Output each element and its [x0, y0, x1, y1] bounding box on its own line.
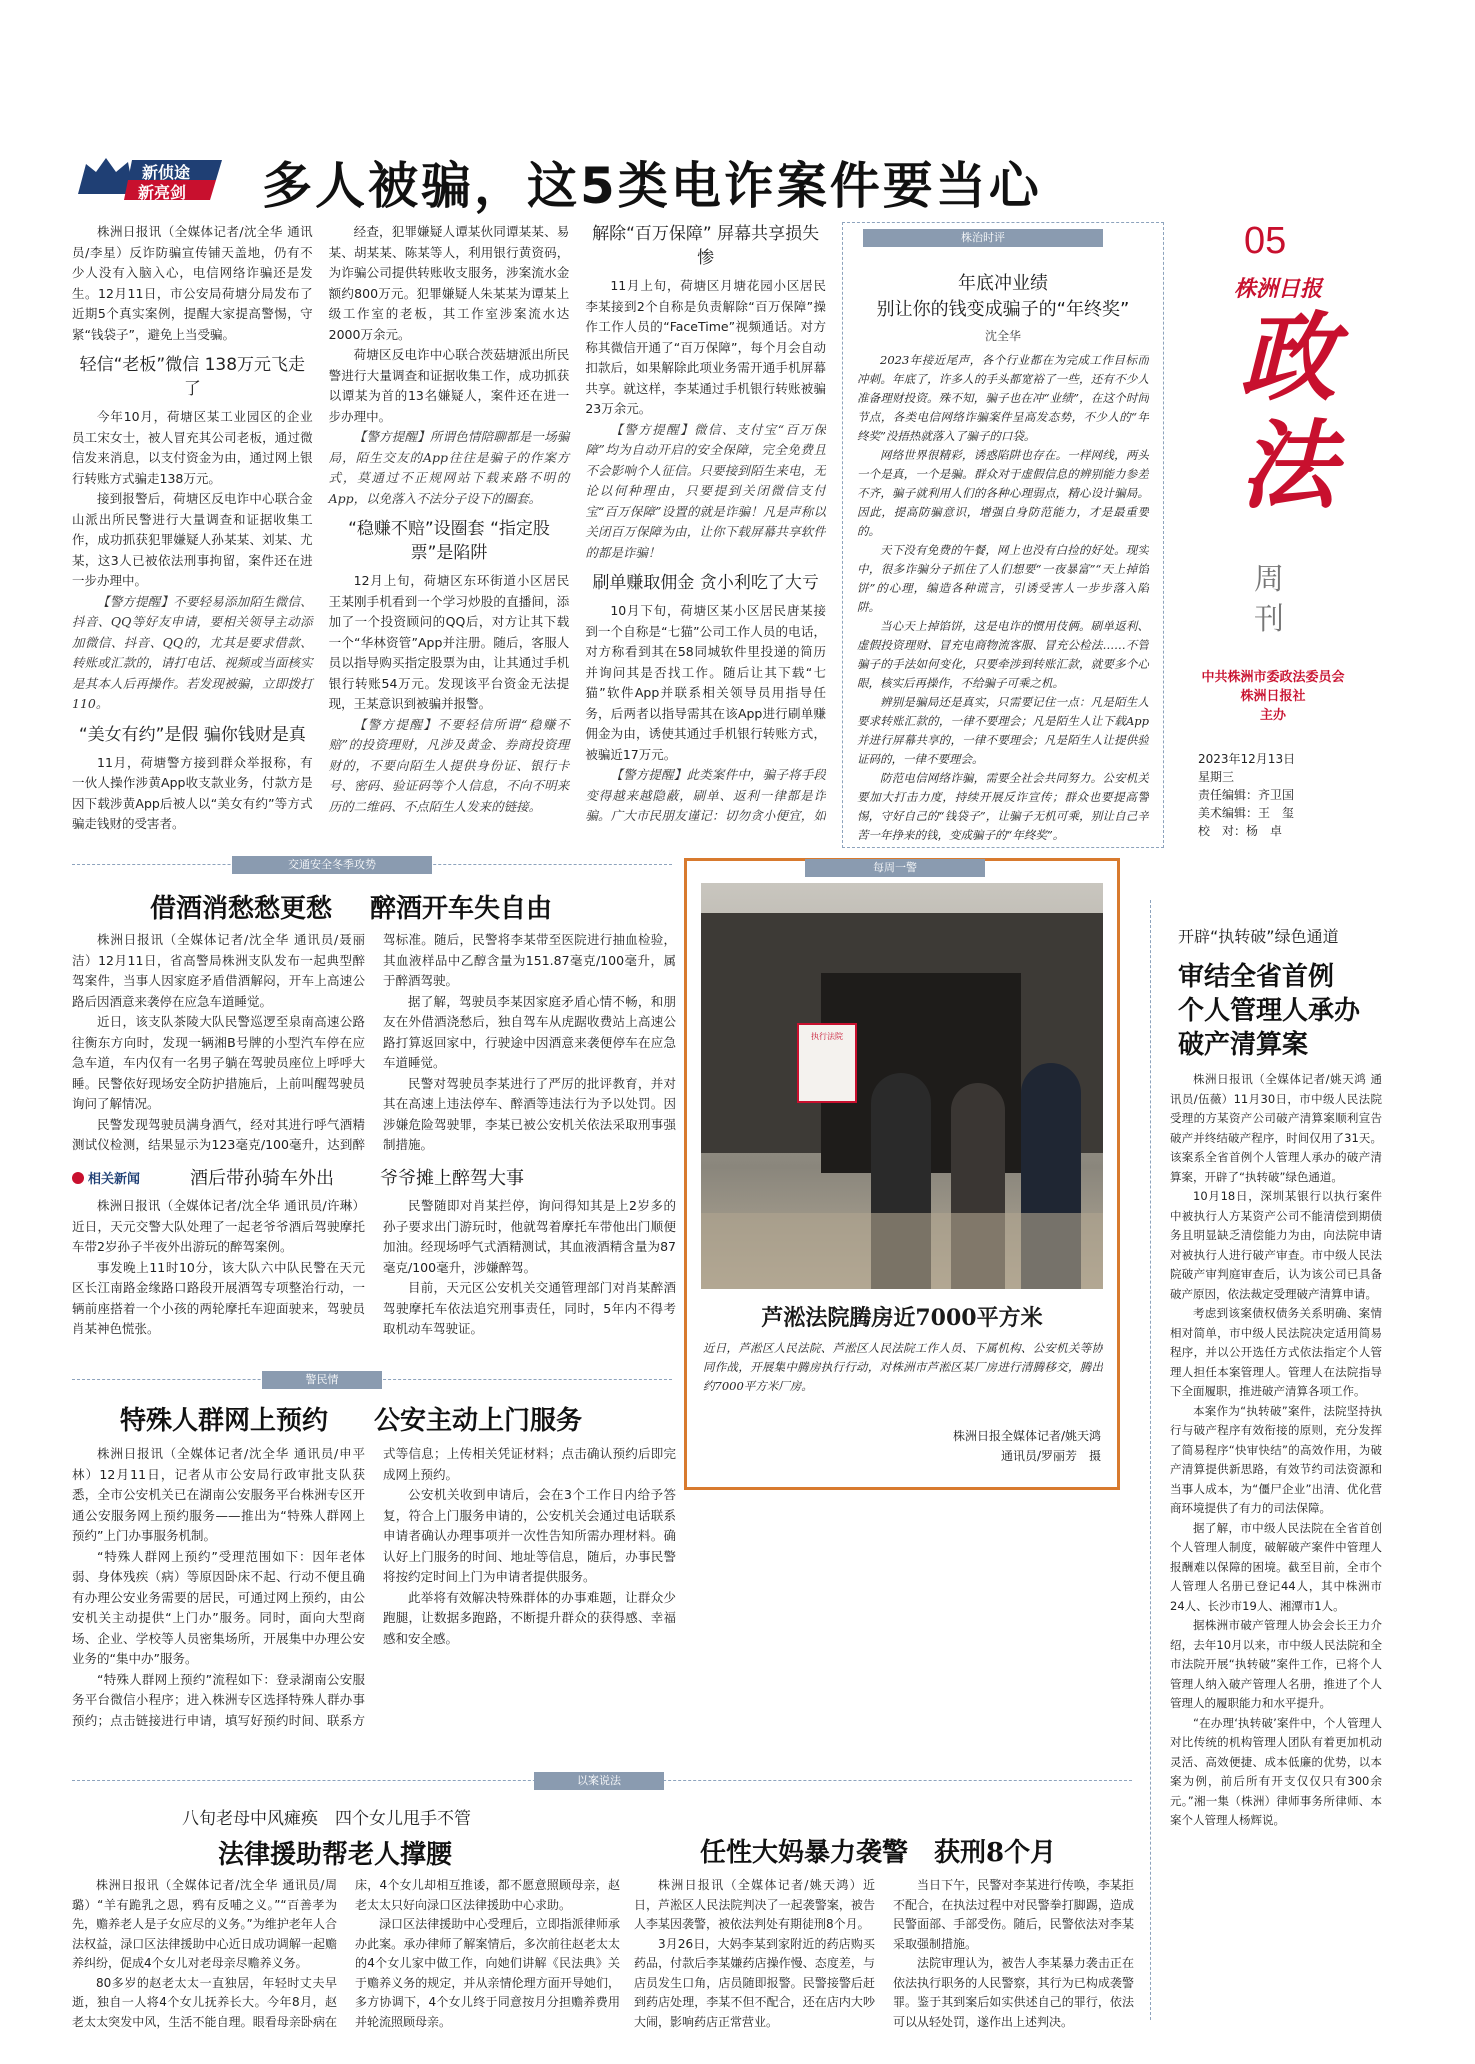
sponsor-line: 株洲日报社 — [1240, 689, 1306, 704]
photo-title: 芦淞法院腾房近7000平方米 — [761, 1305, 1043, 1331]
paragraph: 渌口区法律援助中心受理后，立即指派律师承办此案。承办律师了解案情后，多次前往赵老太太的4个女儿家中做工作，向她们讲解《民法典》关于赡养义务的规定，并从亲情伦理方面开导她们，多方协调下，4个女儿终于同意按月分担赡养费用并轮流照顾母亲。 — [355, 1917, 620, 2029]
paragraph: 株洲日报讯（全媒体记者/姚天鸿）近日，芦淞区人民法院判决了一起袭警案，被告人李某因袭警，被依法判处有期徒刑8个月。 — [634, 1878, 875, 1931]
related-article — [72, 1196, 676, 1362]
commentary-body — [857, 351, 1149, 841]
issue-info — [1198, 750, 1378, 840]
paragraph: 据了解，市中级人民法院在全省首创个人管理人制度，破解破产案件中管理人报酬难以保障的困境。截至目前，全市个人管理人名册已登记44人，其中株洲市24人、长沙市19人、湘潭市1人。 — [1170, 1520, 1382, 1613]
paper-name: 株洲日报 — [1234, 276, 1323, 302]
related-headline-a: 酒后带孙骑车外出 — [190, 1168, 334, 1189]
paragraph: 80多岁的赵老太太一直独居，年轻时丈夫早逝，独自一人将4个女儿抚养长大。今年8月，赵老太太突发中风，生活不能自理。眼看母亲卧病在床，4个女儿却相互推诿，都不愿意照顾母亲，赵老太太只好向渌口区法律援助中心求助。 — [72, 1878, 620, 2029]
police-article — [72, 1444, 676, 1764]
subhead: 刷单赚取佣金 贪小利吃了大亏 — [592, 573, 819, 593]
paragraph: 当日下午，民警对李某进行传唤，李某拒不配合，在执法过程中对民警拳打脚踢，造成民警面部、手部受伤。随后，民警依法对李某采取强制措施。 — [893, 1878, 1134, 1951]
police-tip: 【警方提醒】不要轻易添加陌生微信、抖音、QQ等好友申请，要相关领导主动添加微信、抖音、QQ的，尤其是要求借款、转账或汇款的，请打电话、视频或当面核实是其本人后再操作。若发现被骗，立即拨打110。 — [72, 593, 313, 711]
section-logo — [72, 150, 230, 202]
paragraph: 经查，犯罪嫌疑人谭某伙同谭某某、易某、胡某某、陈某等人，利用银行黄资码，为诈骗公司提供转账收支服务，涉案流水金额约800万元。犯罪嫌疑人朱某某为谭某上级工作室的老板，其工作室涉案流水达2000万余元。 — [328, 224, 570, 342]
related-label-text: 相关新闻 — [88, 1172, 141, 1187]
proofreader-credit: 校 对：杨 卓 — [1198, 824, 1283, 838]
bankruptcy-headline: 破产清算案 — [1178, 1030, 1309, 1060]
paragraph: 民警发现驾驶员满身酒气，经对其进行呼气酒精测试仪检测，结果显示为123毫克/100毫升，达到醉驾标准。随后，民警将李某带至医院进行抽血检验，其血液样品中乙醇含量为151.87毫克/100毫升，属于醉酒驾驶。 — [72, 932, 676, 1152]
paragraph: 公安机关收到申请后，会在3个工作日内给予答复，符合上门服务申请的，公安机关会通过电话联系申请者确认办理事项并一次性告知所需办理材料。确认好上门服务的时间、地址等信息，随后，办事民警将按约定时间上门为申请者提供服务。 — [383, 1487, 676, 1584]
issue-weekday: 星期三 — [1198, 770, 1235, 784]
paragraph: 株洲日报讯（全媒体记者/沈全华 通讯员/李星）反诈防骗宣传铺天盖地，仍有不少人没有入脑入心，电信网络诈骗还是发生。12月11日，市公安局荷塘分局发布了近期5个真实案例，提醒大家提高警惕，守紧“钱袋子”，避免上当受骗。 — [72, 224, 313, 342]
related-headline-b: 爷爷摊上醉驾大事 — [380, 1168, 524, 1189]
section-tag: 株治时评 — [863, 229, 1103, 247]
paragraph: 12月上旬，荷塘区东环街道小区居民王某刚手机看到一个学习炒股的直播间，添加了一个投资顾问的QQ后，对方让其下载一个“华林资管”App并注册。随后，客服人员以指导购买指定股票为由，让其通过手机银行转账54万元。发现该平台资金无法提现，王某意识到被骗并报警。 — [328, 573, 570, 711]
sponsor-line: 主办 — [1259, 708, 1286, 723]
traffic-headline-a: 借酒消愁愁更愁 — [150, 894, 333, 924]
paragraph: 目前，天元区公安机关交通管理部门对肖某醉酒驾驶摩托车依法追究刑事责任，同时，5年内不得考取机动车驾驶证。 — [383, 1280, 676, 1336]
paragraph: 考虑到该案债权债务关系明确、案情相对简单，市中级人民法院决定适用简易程序，并以公开选任方式依法指定个人管理人担任本案管理人。管理人在法院指导下全面履职，推进破产清算各项工作。 — [1170, 1306, 1382, 1398]
paragraph: 株洲日报讯（全媒体记者/沈全华 通讯员/周璐）“羊有跪乳之恩，鸦有反哺之义。”“百善孝为先，赡养老人是子女应尽的义务。”为维护老年人合法权益，渌口区法律援助中心近日成功调解一起赡养纠纷，促成4个女儿对老母亲尽赡养义务。 — [72, 1878, 337, 1970]
bankruptcy-headline: 个人管理人承办 — [1178, 996, 1361, 1026]
paragraph: 据了解，驾驶员李某因家庭矛盾心情不畅，和朋友在外借酒浇愁后，独自驾车从虎踞收费站上高速公路打算返回家中，行驶途中因酒意来袭便停车在应急车道睡觉。 — [383, 993, 676, 1070]
subhead: 解除“百万保障” 屏幕共享损失惨 — [592, 224, 820, 268]
legal-aid-article — [72, 1876, 620, 2048]
paragraph: 11月上旬，荷塘区月塘花园小区居民李某接到2个自称是负责解除“百万保障”操作工作人员的“FaceTime”视频通话。对方称其微信开通了“百万保障”，每个月会自动扣款后，如果解除此项业务需开通手机屏幕共享。就这样，李某通过手机银行转账被骗23万余元。 — [585, 278, 826, 416]
news-photo — [701, 883, 1103, 1289]
photo-credit: 通讯员/罗丽芳 摄 — [1000, 1449, 1101, 1463]
bullet-icon — [72, 1172, 84, 1184]
paragraph: 2023年接近尾声，各个行业都在为完成工作目标而冲刺。年底了，许多人的手头都宽裕了一些，还有不少人准备理财投资。殊不知，骗子也在冲“业绩”，在这个时间节点，各类电信网络诈骗案件呈高发态势，不少人的“年终奖”没捂热就落入了骗子的口袋。 — [857, 353, 1149, 443]
divider — [1150, 900, 1151, 2020]
poster-text: 执行法院 — [811, 1032, 843, 1041]
paragraph: 株洲日报讯（全媒体记者/沈全华 通讯员/申平林）12月11日，记者从市公安局行政审批支队获悉，全市公安机关已在湖南公安服务平台株洲专区开通公安服务网上预约服务——推出为“特殊人群网上预约”上门办事服务机制。 — [72, 1446, 365, 1543]
police-tip: 【警方提醒】不要轻信所谓“稳赚不赔”的投资理财，凡涉及黄金、券商投资理财的，不要向陌生人提供身份证、银行卡号、密码、验证码等个人信息，不向不明来历的二维码、不点陌生人发来的链接。 — [328, 716, 570, 814]
logo-text-top: 新侦途 — [142, 163, 191, 182]
police-tip: 【警方提醒】此类案件中，骗子将手段变得越来越隐蔽，刷单、返利一律都是诈骗。广大市民朋友谨记：切勿贪小便宜，如 — [585, 767, 826, 823]
section-tag: 交通安全冬季攻势 — [232, 856, 432, 874]
paragraph: 株洲日报讯（全媒体记者/姚天鸿 通讯员/伍薇）11月30日，市中级人民法院受理的方某资产公司破产清算案顺利宣告破产并终结破产程序，时间仅用了31天。该案系全省首例个人管理人承办的破产清算案，开辟了“执转破”绿色通道。 — [1170, 1072, 1382, 1184]
photo-box — [684, 858, 1120, 1490]
section-tag: 以案说法 — [534, 1772, 664, 1790]
police-headline-a: 特殊人群网上预约 — [120, 1406, 329, 1436]
logo-text-bottom: 新亮剑 — [138, 183, 187, 202]
police-tip: 【警方提醒】所谓色情陪聊都是一场骗局，陌生交友的App往往是骗子的作案方式，莫通过不正规网站下载来路不明的App，以免落入不法分子设下的圈套。 — [328, 429, 570, 506]
section-tag: 警民情 — [262, 1371, 382, 1389]
paragraph: 天下没有免费的午餐，网上也没有白捡的好处。现实中，很多诈骗分子抓住了人们想要“一夜暴富”“天上掉馅饼”的心理，编造各种谎言，引诱受害人一步步落入陷阱。 — [857, 543, 1149, 614]
commentary-title: 年底冲业绩 — [958, 273, 1048, 294]
paragraph: 辨别是骗局还是真实，只需要记住一点：凡是陌生人要求转账汇款的，一律不要理会；凡是陌生人让下载App并进行屏幕共享的，一律不要理会；凡是陌生人让提供验证码的，一律不要理会。 — [857, 695, 1149, 766]
traffic-headline-b: 醉酒开车失自由 — [370, 894, 553, 924]
subhead: “美女有约”是假 骗你钱财是真 — [78, 724, 306, 745]
paragraph: 接到报警后，荷塘区反电诈中心联合金山派出所民警进行大量调查和证据收集工作，成功抓获犯罪嫌疑人孙某某、刘某、尤某，这3人已被依法刑事拘留，案件还在进一步办理中。 — [72, 491, 313, 588]
paragraph: 株洲日报讯（全媒体记者/沈全华 通讯员/许琳）近日，天元交警大队处理了一起老爷爷酒后驾驶摩托车带2岁孙子半夜外出游玩的醉驾案例。 — [72, 1198, 365, 1254]
paragraph: 民警随即对肖某拦停，询问得知其是上2岁多的孙子要求出门游玩时，他就驾着摩托车带他出门顺便加油。经现场呼气式酒精测试，其血液酒精含量为87毫克/100毫升，涉嫌醉驾。 — [383, 1198, 676, 1275]
paragraph: 防范电信网络诈骗，需要全社会共同努力。公安机关要加大打击力度，持续开展反诈宣传；群众也要提高警惕，守好自己的“钱袋子”，让骗子无机可乘，别让自己辛苦一年挣来的钱，变成骗子的“年终奖”。 — [857, 771, 1149, 841]
sponsor-block — [1168, 668, 1378, 725]
fraud-article — [72, 222, 826, 856]
ground — [701, 1213, 1103, 1289]
police-tip: 【警方提醒】微信、支付宝“百万保障”均为自动开启的安全保障，完全免费且不会影响个人征信。只要接到陌生来电，无论以何种理由，只要提到关闭微信支付宝“百万保障”设置的就是诈骗！凡是声称以关闭百万保障为由，让你下载屏幕共享软件的都是诈骗！ — [585, 421, 826, 560]
paragraph: 10月18日，深圳某银行以执行案件中被执行人方某资产公司不能清偿到期债务且明显缺乏清偿能力为由，向法院申请对被执行人进行破产审查。市中级人民法院破产审判庭审查后，认为该公司已具备破产原因，依法裁定受理破产清算申请。 — [1170, 1189, 1382, 1301]
issue-date: 2023年12月13日 — [1198, 752, 1296, 766]
police-headline-b: 公安主动上门服务 — [374, 1406, 583, 1436]
editor-credit: 责任编辑：齐卫国 — [1198, 788, 1295, 802]
paragraph: “在办理‘执转破’案件中，个人管理人对比传统的机构管理人团队有着更加机动灵活、高效便捷、成本低廉的优势，以本案为例，前后所有开支仅仅只有300余元。”湘一集（株洲）律师事务所律师、本案个人管理人杨辉说。 — [1170, 1715, 1382, 1827]
paragraph: 今年10月，荷塘区某工业园区的企业员工宋女士，被人冒充其公司老板，通过微信发来消息，以支付资金为由，通过网上银行转账方式骗走138万元。 — [72, 409, 313, 486]
main-headline: 多人被骗，这5类电诈案件要当心 — [262, 157, 1042, 215]
paragraph: 荷塘区反电诈中心联合茨菇塘派出所民警进行大量调查和证据收集工作，成功抓获以谭某为首的13名嫌疑人，案件还在进一步办理中。 — [328, 347, 570, 424]
photo-caption: 近日，芦淞区人民法院、芦淞区人民法院工作人员、下属机构、公安机关等协同作战，开展集中腾房执行行动，对株洲市芦淞区某厂房进行清腾移交，腾出约7000平方米厂房。 — [703, 1341, 1103, 1393]
paragraph: 株洲日报讯（全媒体记者/沈全华 通讯员/聂丽洁）12月11日，省高警局株洲支队发布一起典型醉驾案件，当事人因家庭矛盾借酒解闷，开车上高速公路后因酒意来袭停在应急车道睡觉。 — [72, 932, 365, 1009]
subhead: 轻信“老板”微信 138万元飞走了 — [79, 355, 306, 399]
paragraph: 此举将有效解决特殊群体的办事难题，让群众少跑腿，让数据多跑路，不断提升群众的获得感、幸福感和安全感。 — [383, 1589, 676, 1646]
page-number: 05 — [1244, 220, 1287, 262]
paragraph: 本案作为“执转破”案件，法院坚持执行与破产程序有效衔接的原则，充分发挥了简易程序“快审快结”的高效作用，为破产清算提供新思路，有效节约司法资源和当事人成本，为“僵尸企业”出清、优化营商环境提供了有力的司法保障。 — [1170, 1403, 1382, 1515]
traffic-article — [72, 930, 676, 1156]
sponsor-line: 中共株洲市委政法委员会 — [1201, 670, 1345, 685]
section-title: 政法 — [1240, 301, 1336, 522]
subhead: “稳赚不赔”设圈套 “指定股票”是陷阱 — [348, 519, 550, 563]
paragraph: 当心天上掉馅饼，这是电诈的惯用伎俩。刷单返利、虚假投资理财、冒充电商物流客服、冒充公检法……不管骗子的手法如何变化，只要牵涉到转账汇款，就要多个心眼，核实后再操作，不给骗子可乘之机。 — [857, 619, 1149, 690]
paragraph: 事发晚上11时10分，该大队六中队民警在天元区长江南路金缘路口路段开展酒驾专项整治行动，一辆前座搭着一个小孩的两轮摩托车迎面驶来，驾驶员肖某神色慌张。 — [72, 1259, 365, 1336]
paragraph: 法院审理认为，被告人李某暴力袭击正在依法执行职务的人民警察，其行为已构成袭警罪。鉴于其到案后如实供述自己的罪行，依法可以从轻处罚，遂作出上述判决。 — [893, 1956, 1134, 2029]
paragraph: 网络世界很精彩，诱惑陷阱也存在。一样网线，两头一个是真，一个是骗。群众对于虚假信息的辨别能力参差不齐，骗子就利用人们的各种心理弱点，精心设计骗局。因此，提高防骗意识，增强自身防范能力，才是最重要的。 — [857, 448, 1149, 538]
commentary-title: 别让你的钱变成骗子的“年终奖” — [876, 299, 1130, 320]
paragraph: 11月，荷塘警方接到群众举报称，有一伙人操作涉黄App收支款业务，付款方是因下载涉黄App后被人以“美女有约”等方式骗走钱财的受害者。 — [72, 754, 313, 831]
legal-aid-headline: 法律援助帮老人撑腰 — [218, 1840, 453, 1870]
paragraph: 民警对驾驶员李某进行了严厉的批评教育，并对其在高速上违法停车、醉酒等违法行为予以处罚。因涉嫌危险驾驶罪，李某已被公安机关依法采取刑事强制措施。 — [383, 1075, 676, 1152]
notice-poster — [797, 1023, 857, 1103]
grandma-article — [634, 1876, 1134, 2048]
grandma-headline: 任性大妈暴力袭警 获刑8个月 — [700, 1838, 1057, 1868]
paragraph: 近日，该支队茶陵大队民警巡逻至泉南高速公路往衡东方向时，发现一辆湘B号牌的小型汽车停在应急车道，车内仅有一名男子躺在驾驶员座位上呼呼大睡。民警依好现场安全防护措施后，上前叫醒驾驶员询问了解情况。 — [72, 1014, 365, 1111]
bankruptcy-kicker: 开辟“执转破”绿色通道 — [1178, 927, 1339, 946]
paragraph: “特殊人群网上预约”流程如下：登录湖南公安服务平台微信小程序；进入株洲专区选择特殊人群办事预约；点击链接进行申请，填写好预约时间、联系方式等信息；上传相关凭证材料；点击确认预约后即完成网上预约。 — [72, 1446, 676, 1728]
section-subtitle: 周刊 — [1254, 562, 1284, 637]
section-tag: 每周一警 — [805, 859, 985, 877]
paragraph: 3月26日，大妈李某到家附近的药店购买药品，付款后李某嫌药店操作慢、态度差，与店员发生口角，店员随即报警。民警接警后赶到药店处理，李某不但不配合，还在店内大吵大闹，影响药店正常营业。 — [634, 1936, 875, 2029]
legal-aid-subhead: 八旬老母中风瘫痪 四个女儿甩手不管 — [182, 1809, 471, 1829]
art-editor-credit: 美术编辑：王 玺 — [1198, 806, 1295, 820]
commentary-box — [842, 222, 1164, 848]
byline: 沈全华 — [984, 329, 1021, 343]
related-news-label — [72, 1168, 140, 1187]
bankruptcy-article — [1170, 1070, 1382, 2000]
paragraph: 10月下旬，荷塘区某小区居民唐某接到一个自称是“七猫”公司工作人员的电话，对方称看到其在58同城软件里投递的简历并询问其是否找工作。随后让其下载“七猫”软件App并联系相关领导员用指导任务，后两者以指导需其在该App进行刷单赚佣金为由，诱使其通过手机银行转账方式，被骗近17万元。 — [585, 603, 826, 762]
paragraph: “特殊人群网上预约”受理范围如下：因年老体弱、身体残疾（病）等原因卧床不起、行动不便且确有办理公安业务需要的居民，可通过网上预约，由公安机关主动提供“上门办”服务。同时，面向大型商场、企业、学校等人员密集场所，开展集中办理公安业务的“集中办”服务。 — [72, 1548, 365, 1666]
paragraph: 据株洲市破产管理人协会会长王力介绍，去年10月以来，市中级人民法院和全市法院开展“执转破”案件工作，已将个人管理人纳入破产管理人名册，推进了个人管理人的履职能力和水平提升。 — [1170, 1618, 1382, 1710]
photo-credit: 株洲日报全媒体记者/姚天鸿 — [952, 1429, 1101, 1443]
bankruptcy-headline: 审结全省首例 — [1178, 962, 1335, 992]
